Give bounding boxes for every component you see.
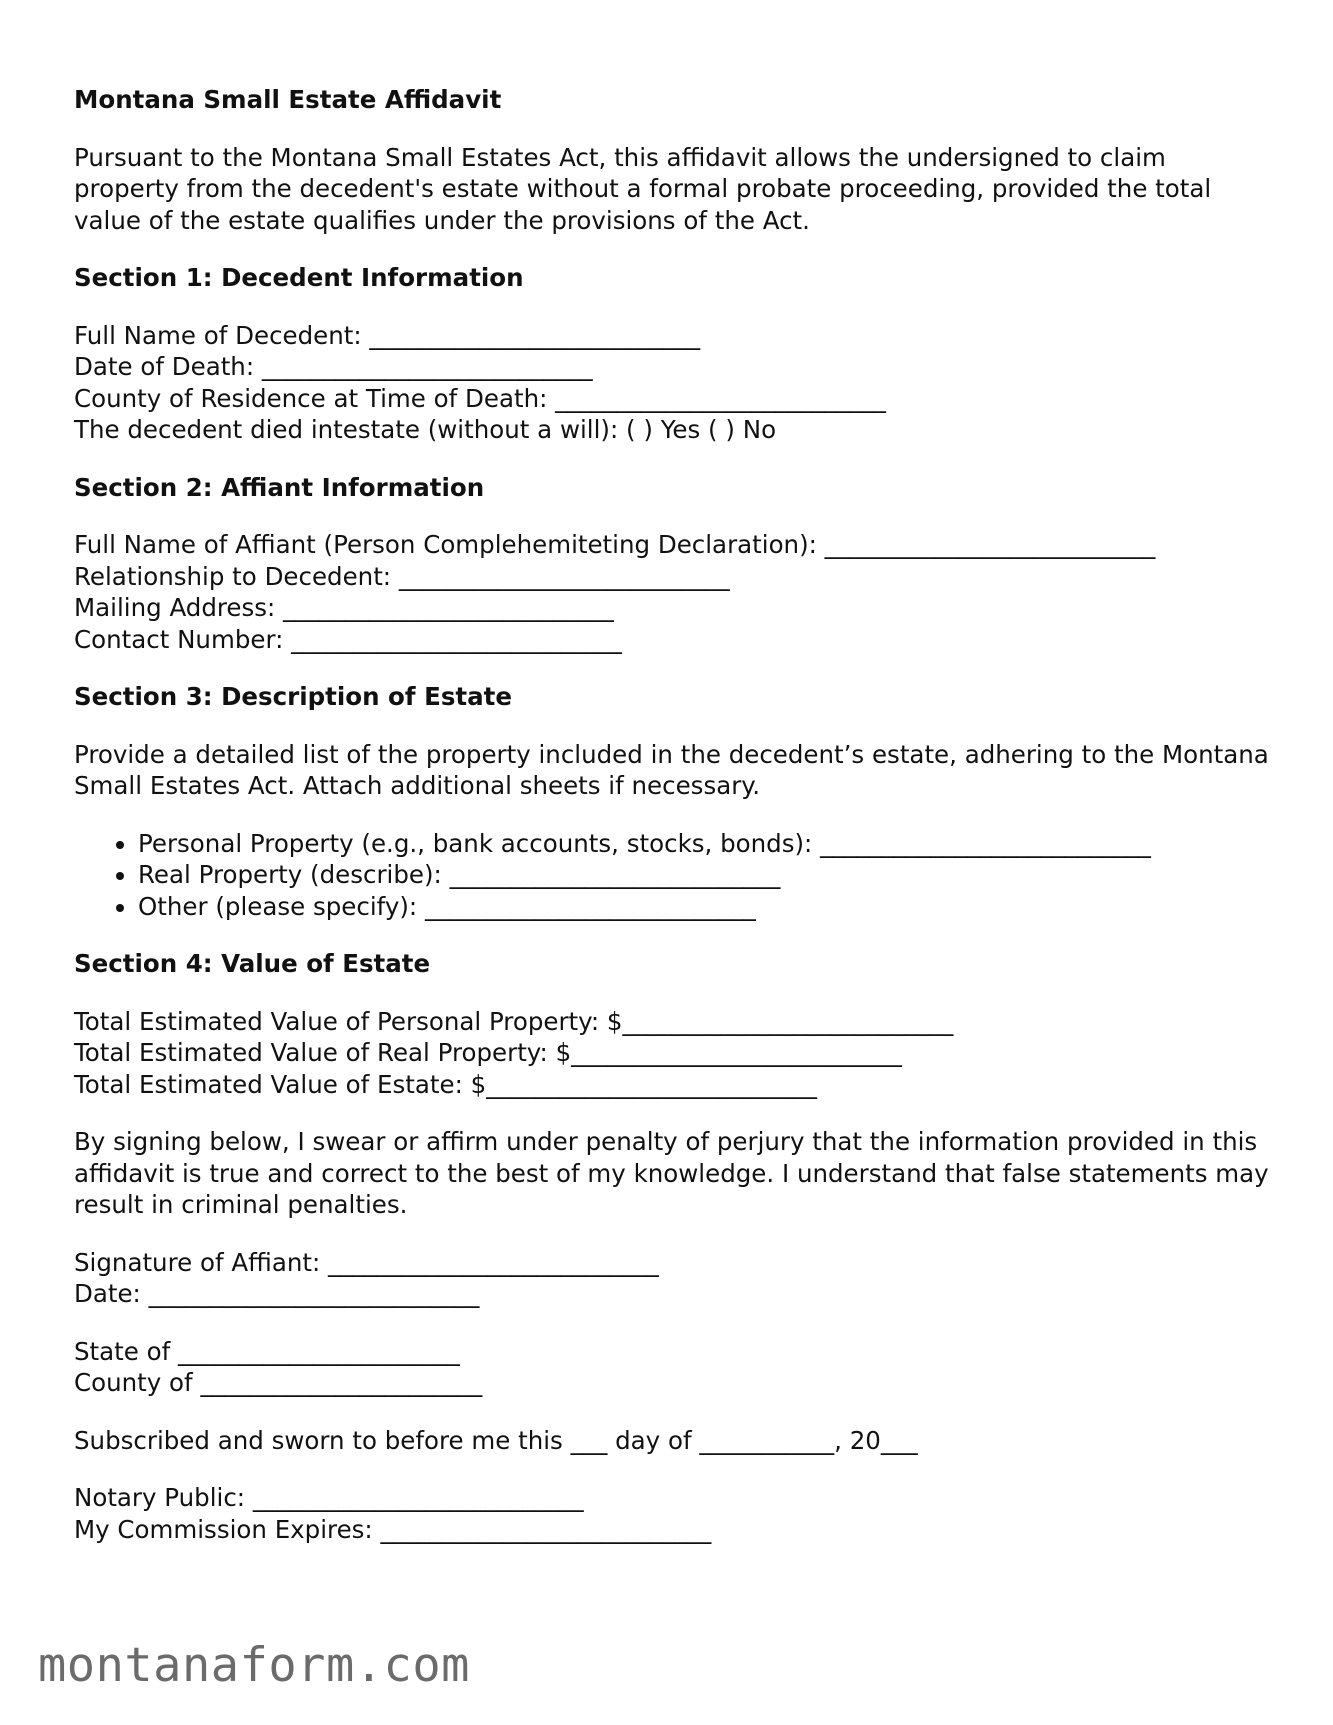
commission-expires-field: My Commission Expires: ___________________________ [74, 1514, 712, 1544]
notary-public-field: Notary Public: ___________________________ [74, 1483, 584, 1512]
section-3-heading: Section 3: Description of Estate [74, 682, 512, 711]
section-1-heading: Section 1: Decedent Information [74, 263, 524, 292]
relationship-field: Relationship to Decedent: ___________________________ [74, 561, 730, 591]
mailing-address-field: Mailing Address: ___________________________ [74, 593, 614, 622]
signature-block [74, 1247, 1274, 1310]
section-1-fields [74, 320, 1274, 446]
venue-block [74, 1336, 1274, 1399]
list-item-other-property: • Other (please specify): ___________________________ [138, 891, 1274, 923]
personal-property-value-field: Total Estimated Value of Personal Property: $___________________________ [74, 1006, 954, 1036]
notary-block [74, 1482, 1274, 1545]
decedent-name-field: Full Name of Decedent: ___________________________ [74, 320, 701, 350]
county-field: County of _______________________ [74, 1368, 483, 1397]
section-2-heading: Section 2: Affiant Information [74, 472, 485, 502]
watermark: montanaform.com [38, 1638, 470, 1693]
signature-date-field: Date: ___________________________ [74, 1279, 480, 1308]
section-3-intro: Provide a detailed list of the property included in the decedent’s estate, adhering to the Montana Small Estates Act. Attach additional sheets if necessary. [74, 739, 1269, 800]
intro-paragraph: Pursuant to the Montana Small Estates Act, this affidavit allows the undersigned to claim property from the decedent's estate without a formal probate proceeding, provided the total value of the estate qualifies under the provisions of the Act. [74, 142, 1212, 235]
section-4-heading: Section 4: Value of Estate [74, 949, 431, 978]
affiant-name-field: Full Name of Affiant (Person Complehemiteting Declaration): ___________________________ [74, 530, 1156, 559]
date-of-death-field: Date of Death: ___________________________ [74, 352, 593, 381]
estate-value-field: Total Estimated Value of Estate: $___________________________ [74, 1069, 817, 1099]
list-item-personal-property: • Personal Property (e.g., bank accounts, stocks, bonds): ___________________________ [138, 828, 1274, 860]
state-field: State of _______________________ [74, 1336, 460, 1366]
real-property-value-field: Total Estimated Value of Real Property: $___________________________ [74, 1038, 902, 1067]
intestate-field: The decedent died intestate (without a will): ( ) Yes ( ) No [74, 415, 777, 444]
property-list [74, 828, 1274, 923]
section-4-fields [74, 1006, 1274, 1101]
affidavit-document [74, 84, 1274, 1571]
signature-field: Signature of Affiant: ___________________________ [74, 1247, 659, 1277]
section-2-fields [74, 529, 1274, 655]
contact-number-field: Contact Number: ___________________________ [74, 624, 622, 654]
sworn-statement: Subscribed and sworn to before me this ___ day of ___________, 20___ [74, 1425, 918, 1455]
list-item-real-property: • Real Property (describe): ___________________________ [138, 859, 1274, 891]
document-title: Montana Small Estate Affidavit [74, 85, 502, 114]
oath-paragraph: By signing below, I swear or affirm under penalty of perjury that the information provided in this affidavit is true and correct to the best of my knowledge. I understand that false statements may result in criminal penalties. [74, 1127, 1269, 1219]
county-of-residence-field: County of Residence at Time of Death: ___________________________ [74, 383, 886, 413]
